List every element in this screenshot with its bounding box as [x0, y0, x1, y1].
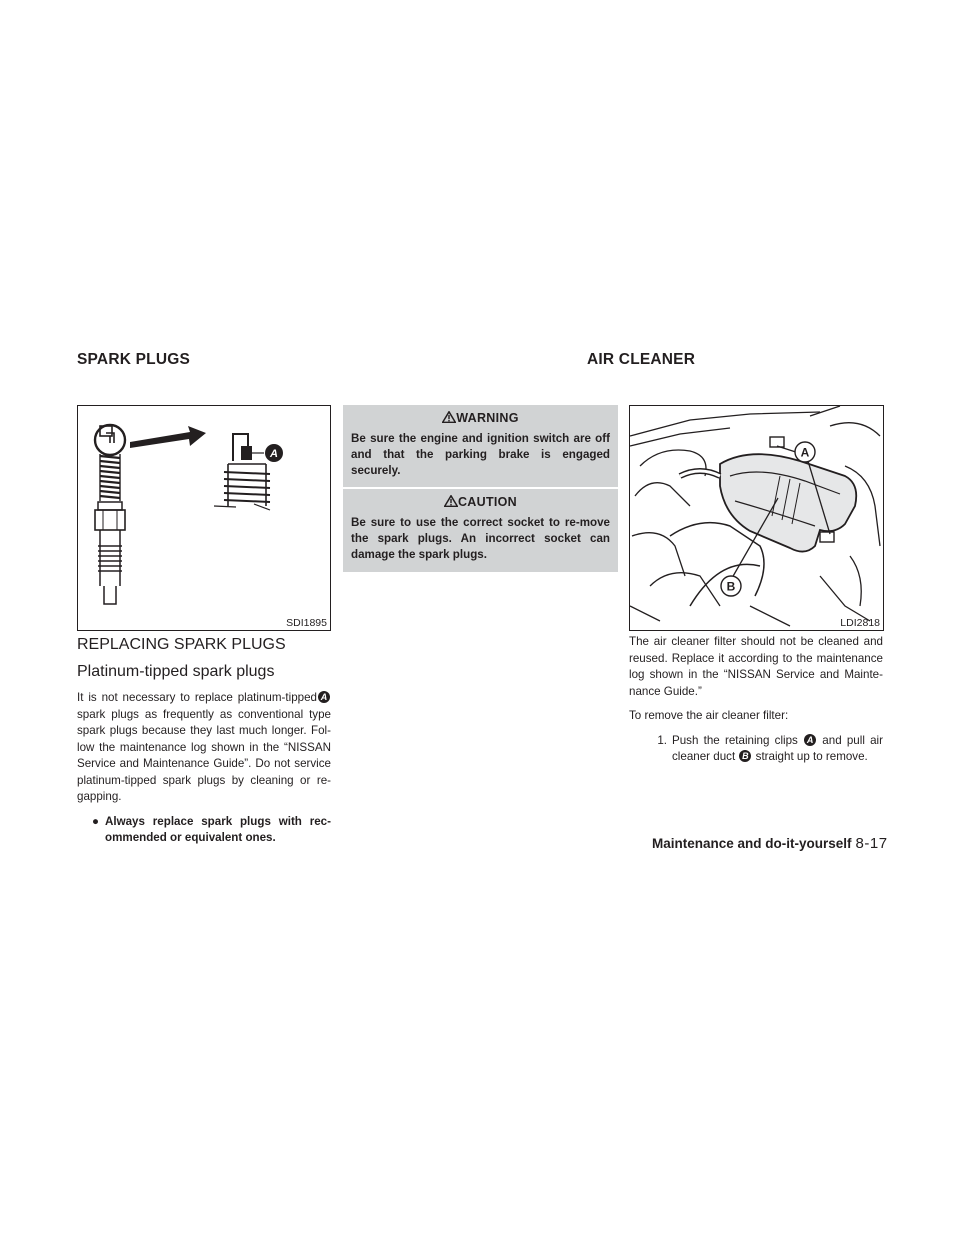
bullet-icon: ●: [91, 814, 99, 828]
spark-plug-paragraph: [77, 690, 331, 806]
caution-text: Be sure to use the correct socket to re-move the spark plugs. An incorrect socket can damage the spark plugs.: [351, 516, 610, 561]
step-text: [672, 733, 883, 766]
paragraph-part: It is not necessary to replace platinum-tipped: [77, 691, 317, 704]
bullet-text: Always replace spark plugs with rec-ommended or equivalent ones.: [105, 814, 331, 844]
section-heading-air-cleaner: AIR CLEANER: [587, 351, 696, 368]
section-heading-spark-plugs: SPARK PLUGS: [77, 351, 191, 368]
air-cleaner-illustration: [630, 406, 883, 630]
marker-a: A: [318, 691, 330, 703]
footer-label: Maintenance and do-it-yourself: [652, 836, 852, 851]
replacing-heading: REPLACING SPARK PLUGS: [77, 636, 286, 653]
marker-b: B: [739, 750, 751, 762]
caution-title-row: [351, 495, 610, 509]
step-part: and pull air cleaner duct: [672, 733, 883, 763]
air-cleaner-paragraph: The air cleaner filter should not be cleaned and reused. Replace it according to the maintenance log shown in the “NISSAN Service and Mainte-nance Guide.”: [629, 635, 883, 698]
page-footer: [652, 835, 888, 853]
step-number: 1.: [657, 733, 667, 747]
warning-icon: [442, 411, 456, 423]
remove-intro: To remove the air cleaner filter:: [629, 709, 789, 722]
page-number: 8-17: [855, 835, 888, 852]
right-column: [629, 634, 883, 766]
platinum-subheading: Platinum-tipped spark plugs: [77, 663, 275, 680]
spark-plug-figure: [77, 405, 331, 631]
spark-plug-illustration: [78, 406, 330, 630]
warning-title-row: [351, 411, 610, 425]
step-part: straight up to remove.: [755, 750, 868, 763]
warning-title: WARNING: [456, 411, 519, 425]
callout-a-label: A: [800, 445, 810, 460]
warning-box: [343, 405, 618, 487]
figure-code: SDI1895: [286, 617, 327, 629]
callout-a-label: A: [270, 448, 278, 460]
caution-title: CAUTION: [457, 495, 518, 509]
callout-b-label: B: [726, 579, 736, 594]
caution-box: [343, 489, 618, 572]
air-cleaner-figure: [629, 405, 884, 631]
caution-icon: [444, 495, 458, 507]
left-column: [77, 636, 331, 847]
warning-text: Be sure the engine and ignition switch are off and that the parking brake is engaged securely.: [351, 432, 610, 477]
figure-code: LDI2818: [840, 617, 880, 629]
step-item: [629, 733, 883, 766]
bullet-item: [77, 814, 331, 847]
marker-a: A: [804, 734, 816, 746]
paragraph-part: spark plugs as frequently as conventional type spark plugs because they last much longer. Fol-low the maintenance log shown in the “NISSAN Service and Maintenance Guide”. Do not service platinum-tipped spark plugs by cleaning or re-gapping.: [77, 707, 331, 803]
step-part: Push the retaining clips: [672, 733, 798, 747]
